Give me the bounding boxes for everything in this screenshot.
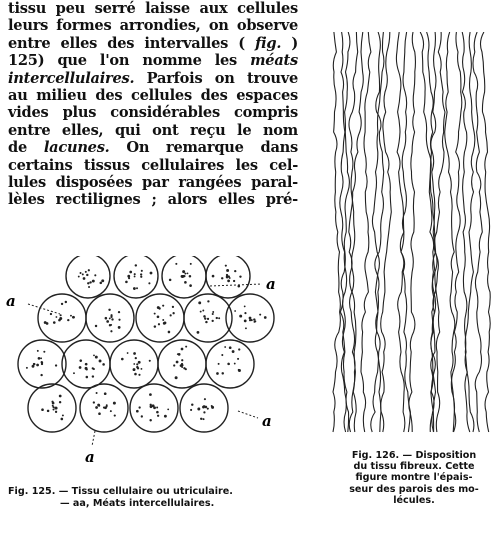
cell-cluster — [18, 256, 274, 432]
cell-granule — [53, 321, 56, 324]
cell-granule — [149, 393, 152, 396]
fiber — [340, 32, 347, 432]
cell-granule — [153, 406, 156, 409]
cell-granule — [202, 406, 205, 409]
cell-granule — [198, 301, 201, 304]
cell-granule — [200, 311, 202, 313]
label-a: a — [262, 412, 272, 430]
cell-granule — [149, 419, 151, 421]
cell-granule — [133, 368, 136, 371]
cell-granule — [140, 276, 142, 278]
fiber — [473, 32, 482, 432]
cell-granule — [125, 281, 128, 284]
fiber — [409, 32, 416, 432]
cell-granule — [47, 410, 50, 413]
cell-granule — [109, 317, 111, 319]
cell-granule — [212, 311, 214, 313]
cell-granule — [162, 305, 164, 307]
cell-granule — [110, 316, 112, 318]
cell-granule — [200, 418, 202, 420]
cell-granule — [92, 280, 95, 283]
cell-granule — [55, 364, 57, 366]
cell-granule — [189, 275, 192, 278]
cell-granule — [225, 265, 227, 267]
cell-granule — [203, 418, 205, 420]
cell-granule — [79, 359, 82, 362]
cell-granule — [182, 275, 184, 277]
cell-granule — [127, 275, 130, 278]
cell-granule — [95, 356, 98, 359]
cell-granule — [93, 354, 95, 356]
cell-granule — [227, 279, 230, 282]
cell-granule — [92, 375, 94, 377]
cell-granule — [138, 361, 141, 364]
cell — [28, 384, 76, 432]
cell-granule — [204, 398, 206, 400]
cell-granule — [149, 360, 151, 362]
cell-granule — [51, 401, 53, 403]
cell-granule — [154, 313, 156, 315]
cell-granule — [244, 312, 246, 314]
cell-granule — [218, 363, 220, 365]
cell-granule — [104, 392, 107, 395]
cell-granule — [118, 326, 121, 329]
cell-granule — [33, 363, 35, 365]
cell-granule — [133, 287, 136, 290]
cell-granule — [222, 372, 224, 374]
cell-granule — [212, 320, 214, 322]
cell-granule — [138, 406, 140, 408]
cell-granule — [234, 363, 236, 365]
cell-granule — [184, 281, 187, 284]
label-a: a — [266, 275, 276, 293]
cell-granule — [227, 275, 230, 278]
cell-granule — [136, 287, 138, 289]
cell-granule — [93, 401, 95, 403]
cell-granule — [43, 351, 45, 353]
cell — [136, 294, 184, 342]
text-line: 125) que l'on nomme les méats — [8, 52, 298, 70]
cell-granule — [89, 281, 91, 283]
cell-granule — [253, 318, 255, 320]
figure-126-illustration — [326, 32, 492, 442]
cell-granule — [239, 315, 242, 318]
cell-granule — [167, 408, 169, 410]
cell-granule — [237, 358, 239, 360]
cell-granule — [207, 318, 209, 320]
cell-granule — [88, 286, 90, 288]
cell-granule — [156, 407, 158, 409]
cell-granule — [244, 320, 247, 323]
cell-granule — [191, 403, 193, 405]
cell-granule — [60, 314, 62, 316]
cell-granule — [224, 346, 226, 348]
body-text — [8, 0, 298, 209]
cell-granule — [80, 272, 82, 274]
cell-granule — [249, 317, 252, 320]
cell-granule — [205, 321, 207, 323]
cell-granule — [121, 358, 124, 361]
cell-granule — [98, 405, 100, 407]
text-line: certains tissus cellulaires les cel- — [8, 156, 298, 174]
cell-granule — [136, 363, 138, 365]
cell-granule — [189, 284, 192, 287]
cell-granule — [212, 275, 215, 278]
cell-granule — [40, 374, 42, 376]
cell-granule — [58, 319, 61, 322]
cell-granule — [41, 408, 44, 411]
caption-line: figure montre l'épais- — [355, 472, 473, 484]
cell-granule — [108, 309, 110, 311]
fiber — [465, 32, 475, 432]
cell-granule — [234, 270, 236, 272]
fiber — [445, 32, 456, 432]
caption-line: du tissu fibreux. Cette — [353, 461, 475, 473]
caption-line: seur des parois des mo- — [349, 483, 479, 495]
cell-granule — [156, 411, 159, 414]
cell-granule — [203, 315, 206, 318]
cell-granule — [85, 367, 88, 370]
cell-granule — [207, 300, 209, 302]
cell-granule — [190, 263, 192, 265]
cell-granule — [162, 319, 164, 321]
cell-granule — [110, 410, 112, 412]
cell-granule — [88, 269, 90, 271]
cell-granule — [114, 415, 116, 417]
cell — [66, 256, 110, 298]
cell-granule — [187, 272, 189, 274]
cell-granule — [254, 321, 256, 323]
cell-granule — [110, 330, 112, 332]
text-line: lèles rectilignes ; alors elles pré- — [8, 191, 298, 209]
cell-granule — [238, 369, 241, 372]
cell-granule — [85, 363, 88, 366]
cell-granule — [95, 406, 98, 409]
cell-granule — [50, 313, 52, 315]
cell-granule — [70, 315, 72, 317]
cell-granule — [106, 320, 109, 323]
cell-granule — [244, 306, 246, 308]
caption-line: Fig. 126. — Disposition — [351, 450, 477, 461]
cell-granule — [173, 364, 175, 366]
cell-granule — [138, 374, 140, 376]
cell-granule — [98, 412, 101, 415]
cell-granule — [176, 361, 179, 364]
cell-granule — [101, 279, 104, 282]
cell-granule — [96, 392, 98, 394]
cell-granule — [78, 276, 80, 278]
cell-granule — [150, 272, 153, 275]
cell-granule — [184, 273, 186, 275]
cell-granule — [86, 274, 88, 276]
text-line: leurs formes arrondies, on observe — [8, 17, 298, 35]
fiber — [451, 32, 461, 432]
fiber — [361, 32, 371, 432]
cell-granule — [100, 282, 103, 285]
cell-granule — [216, 317, 218, 319]
cell-granule — [158, 307, 160, 309]
cell-granule — [202, 310, 204, 312]
figure-125-illustration — [0, 256, 300, 486]
cell-granule — [232, 350, 235, 353]
text-line: au milieu des cellules des espaces — [8, 86, 298, 104]
cell-granule — [216, 372, 219, 375]
cell-granule — [169, 279, 172, 282]
cell-granule — [55, 407, 58, 410]
cell-granule — [197, 331, 200, 334]
cell-granule — [221, 354, 223, 356]
cell — [114, 256, 158, 298]
cell-granule — [134, 373, 137, 376]
cell-granule — [55, 411, 57, 413]
cell-granule — [190, 409, 192, 411]
cell-granule — [218, 317, 220, 319]
cell-granule — [164, 415, 167, 418]
cell-granule — [73, 372, 75, 374]
cell-granule — [177, 353, 179, 355]
cell-granule — [41, 363, 43, 365]
cell-granule — [226, 269, 229, 272]
cell-granule — [203, 411, 205, 413]
cell-granule — [233, 280, 235, 282]
cell-granule — [245, 327, 247, 329]
cell-granule — [127, 352, 129, 354]
cell-granule — [56, 316, 58, 318]
cell-granule — [198, 407, 200, 409]
cell-granule — [85, 271, 87, 273]
cell-granule — [251, 319, 253, 321]
cell-granule — [26, 367, 28, 369]
cell-granule — [79, 366, 82, 369]
cell-granule — [83, 277, 86, 280]
caption-line: — aa, Méats intercellulaires. — [60, 498, 215, 509]
cell-granule — [118, 311, 120, 313]
cell-granule — [234, 310, 236, 312]
cell-granule — [61, 303, 63, 305]
cell-granule — [134, 273, 136, 275]
cell-granule — [67, 319, 69, 321]
cell-granule — [86, 376, 89, 379]
cell-granule — [181, 359, 183, 361]
cell-granule — [175, 376, 178, 379]
cell-granule — [172, 306, 174, 308]
cell-granule — [105, 317, 108, 320]
fiber — [381, 32, 392, 432]
cell-granule — [212, 313, 214, 315]
cell-granule — [170, 314, 172, 316]
text-line: de lacunes. On remarque dans — [8, 139, 298, 157]
cell-granule — [211, 406, 214, 409]
cell-granule — [150, 404, 152, 406]
cell-granule — [103, 406, 105, 408]
figure-126-caption — [330, 450, 498, 506]
cell-granule — [204, 317, 206, 319]
cell-granule — [136, 410, 139, 413]
cell-granule — [141, 415, 143, 417]
cell-granule — [62, 414, 64, 416]
cell-granule — [113, 402, 116, 405]
cell-granule — [118, 319, 120, 321]
cell-granule — [65, 301, 67, 303]
cell-granule — [37, 350, 39, 352]
cell-granule — [181, 348, 184, 351]
cell-granule — [40, 357, 42, 359]
label-a: a — [85, 448, 95, 466]
cell-granule — [140, 273, 142, 275]
cell-granule — [133, 352, 136, 355]
cell-granule — [61, 418, 64, 421]
cell-granule — [106, 406, 108, 408]
caption-line: lécules. — [393, 494, 435, 506]
text-line: vides plus considérables compris — [8, 104, 298, 122]
cell-granule — [94, 274, 96, 276]
cell-granule — [128, 277, 130, 279]
cell-granule — [134, 276, 136, 278]
cell-granule — [175, 263, 177, 265]
cell-granule — [95, 325, 97, 327]
cell-granule — [148, 282, 150, 284]
cell-granule — [82, 273, 84, 275]
caption-line: Fig. 125. — Tissu cellulaire ou utriculaire. — [8, 486, 233, 497]
cell-granule — [182, 270, 185, 273]
cell-granule — [111, 318, 113, 320]
text-line: lules disposées par rangées paral- — [8, 173, 298, 191]
cell-granule — [239, 275, 241, 277]
cell-granule — [87, 282, 89, 284]
cell-granule — [264, 316, 267, 319]
label-a: a — [6, 292, 16, 310]
cell-granule — [102, 363, 105, 366]
cell-granule — [135, 264, 137, 266]
cell-granule — [110, 324, 112, 326]
cell-granule — [207, 408, 209, 410]
cell-granule — [129, 271, 132, 274]
cell-granule — [93, 368, 95, 370]
cell-granule — [137, 367, 139, 369]
cell-granule — [157, 315, 160, 318]
cell-granule — [46, 322, 49, 325]
cell-granule — [259, 314, 261, 316]
cell-granule — [163, 322, 166, 325]
cell-granule — [133, 363, 135, 365]
cell-granule — [229, 346, 232, 349]
cell-granule — [36, 364, 39, 367]
cell-granule — [182, 364, 184, 366]
figure-125-caption — [8, 486, 300, 510]
text-line: tissu peu serré laisse aux cellules — [8, 0, 298, 17]
cell-granule — [183, 367, 185, 369]
cell-granule — [238, 348, 240, 350]
fiber — [333, 32, 340, 432]
cell-granule — [38, 357, 41, 360]
cell-granule — [141, 270, 143, 272]
fiber — [349, 32, 358, 432]
cell-granule — [135, 357, 137, 359]
cell-granule — [141, 368, 143, 370]
cell-granule — [154, 325, 156, 327]
cell-granule — [185, 346, 187, 348]
cell-granule — [158, 323, 160, 325]
text-line: intercellulaires. Parfois on trouve — [8, 69, 298, 87]
cell-granule — [59, 395, 62, 398]
text-line: entre elles des intervalles ( fig. ) — [8, 34, 298, 52]
cell-granule — [228, 363, 230, 365]
cell-granule — [73, 316, 75, 318]
cell-granule — [59, 401, 61, 403]
cell-granule — [221, 277, 223, 279]
fiber-strands — [333, 32, 490, 432]
cell-granule — [157, 415, 159, 417]
cell-granule — [168, 331, 171, 334]
cell-granule — [52, 405, 54, 407]
text-line: entre elles, qui ont reçu le nom — [8, 121, 298, 139]
cell-granule — [172, 312, 174, 314]
cell-granule — [99, 359, 102, 362]
cell-granule — [53, 408, 55, 410]
fiber — [462, 32, 474, 432]
